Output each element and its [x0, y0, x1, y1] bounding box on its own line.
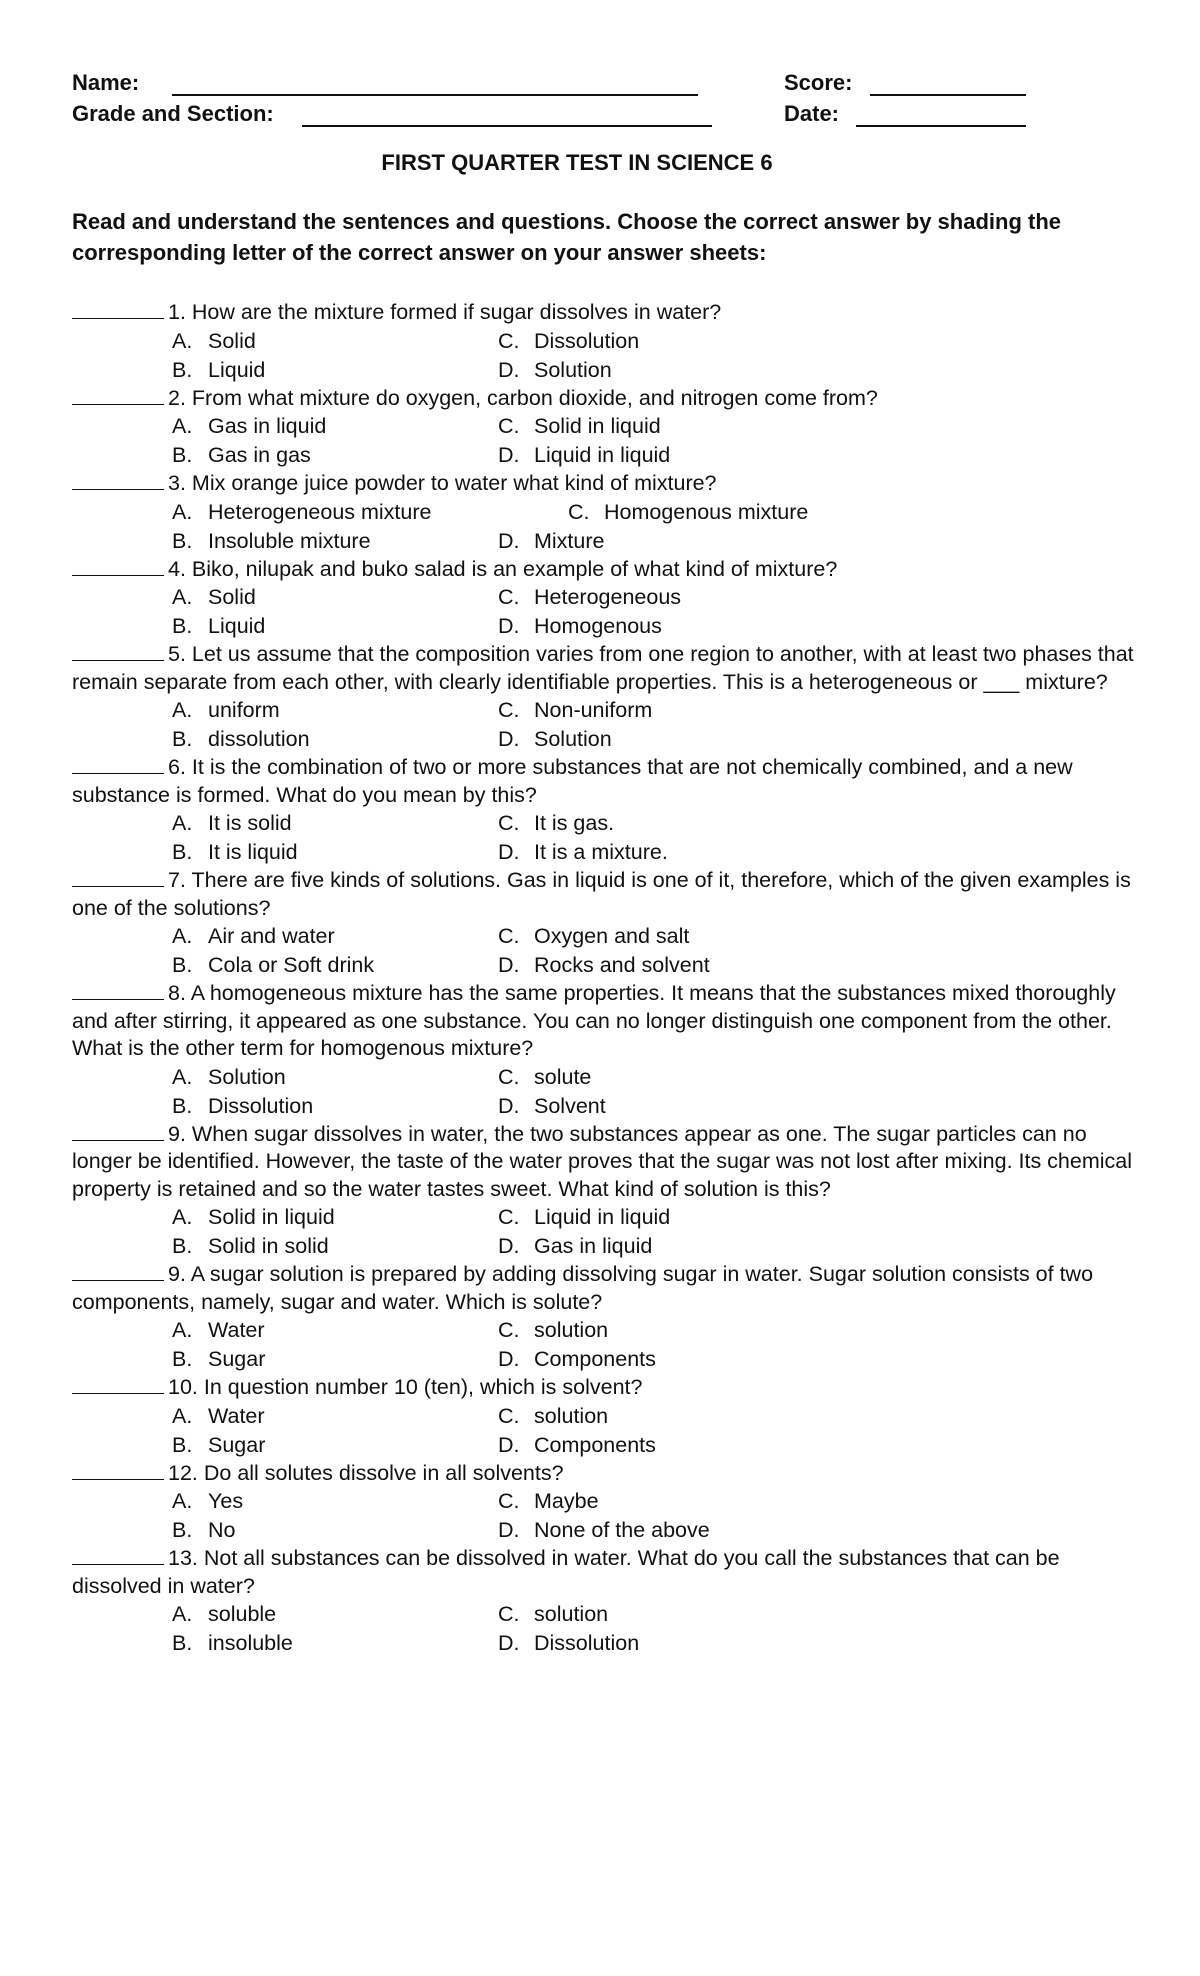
- question-label: 1. How are the mixture formed if sugar dissolves in water?: [168, 300, 722, 324]
- option-text: Gas in liquid: [534, 1234, 653, 1258]
- question-item: [72, 385, 1132, 471]
- option-text: Liquid: [208, 614, 266, 638]
- option-letter: D.: [498, 1347, 520, 1371]
- option-grid: [72, 1402, 1132, 1460]
- option-grid: [72, 1063, 1132, 1121]
- answer-blank[interactable]: [72, 868, 164, 887]
- question-item: [72, 556, 1132, 642]
- answer-option[interactable]: [498, 441, 670, 470]
- option-text: soluble: [208, 1602, 277, 1626]
- option-letter: B.: [172, 1631, 193, 1655]
- option-letter: D.: [498, 357, 520, 382]
- question-item: [72, 299, 1132, 385]
- option-letter: A.: [172, 1205, 193, 1229]
- answer-option[interactable]: [498, 583, 681, 612]
- question-item: [72, 1460, 1132, 1546]
- option-text: Water: [208, 1403, 265, 1428]
- option-grid: [72, 1487, 1132, 1545]
- question-item: [72, 641, 1132, 754]
- option-text: Liquid: [208, 357, 266, 382]
- option-letter: C.: [568, 499, 590, 524]
- option-letter: C.: [498, 414, 520, 438]
- option-text: It is a mixture.: [534, 840, 668, 864]
- question-label: 9. A sugar solution is prepared by adding dissolving sugar in water. Sugar solution consists of two components, namely, sugar and water. Which is solute?: [72, 1262, 1094, 1314]
- option-text: Solid in liquid: [208, 1205, 335, 1229]
- option-text: uniform: [208, 698, 280, 722]
- option-letter: A.: [172, 414, 193, 438]
- option-letter: B.: [172, 1432, 193, 1457]
- option-letter: D.: [498, 1432, 520, 1457]
- question-label: 9. When sugar dissolves in water, the two substances appear as one. The sugar particles can no longer be identified. However, the taste of the water proves that the sugar was not lost after mixing. Its chemical property is retained and so the water tastes sweet. What kind of solution is this?: [72, 1121, 1133, 1201]
- option-letter: D.: [498, 443, 520, 467]
- question-label: 8. A homogeneous mixture has the same properties. It means that the substances mixed thoroughly and after stirring, it appeared as one substance. You can no longer distinguish one component from the other. What is the other term for homogenous mixture?: [72, 981, 1116, 1060]
- option-text: solute: [534, 1064, 592, 1089]
- option-text: Solution: [534, 357, 612, 382]
- question-text: [72, 1121, 1147, 1204]
- option-grid: [72, 809, 1132, 867]
- option-letter: D.: [498, 528, 520, 553]
- question-text: [72, 641, 1147, 696]
- score-field[interactable]: [870, 72, 1026, 96]
- grade-section-label: Grade and Section:: [72, 101, 274, 126]
- answer-option[interactable]: [498, 951, 710, 980]
- answer-option[interactable]: [498, 1402, 608, 1431]
- answer-option[interactable]: [498, 527, 604, 556]
- question-item: [72, 1261, 1132, 1374]
- header-row-1: [72, 70, 1132, 101]
- name-field[interactable]: [172, 72, 698, 96]
- option-text: Components: [534, 1347, 656, 1371]
- option-letter: A.: [172, 328, 193, 353]
- question-text: [72, 470, 1147, 498]
- answer-blank[interactable]: [72, 386, 164, 405]
- question-text: [72, 385, 1147, 413]
- question-text: [72, 754, 1147, 809]
- option-letter: D.: [498, 1518, 520, 1542]
- option-grid: [72, 1600, 1132, 1658]
- answer-option[interactable]: [172, 356, 265, 385]
- option-text: None of the above: [534, 1518, 710, 1542]
- option-letter: C.: [498, 924, 520, 948]
- question-item: [72, 867, 1132, 980]
- option-grid: [72, 922, 1132, 980]
- answer-option[interactable]: [498, 1316, 608, 1345]
- option-grid: [72, 327, 1132, 385]
- question-item: [72, 1545, 1132, 1658]
- question-label: 13. Not all substances can be dissolved in water. What do you call the substances that can be dissolved in water?: [72, 1546, 1060, 1598]
- answer-option[interactable]: [498, 809, 614, 838]
- option-letter: C.: [498, 1602, 520, 1626]
- answer-option[interactable]: [172, 441, 311, 470]
- option-text: Water: [208, 1318, 265, 1342]
- answer-option[interactable]: [498, 922, 689, 951]
- option-text: Cola or Soft drink: [208, 953, 375, 977]
- answer-blank[interactable]: [72, 1461, 164, 1480]
- option-text: Insoluble mixture: [208, 528, 371, 553]
- answer-blank[interactable]: [72, 1122, 164, 1141]
- question-text: [72, 1374, 1147, 1402]
- date-label: Date:: [784, 101, 840, 126]
- option-letter: A.: [172, 1064, 193, 1089]
- option-text: Gas in liquid: [208, 414, 327, 438]
- option-grid: [72, 583, 1132, 641]
- option-letter: B.: [172, 1093, 193, 1118]
- option-letter: B.: [172, 953, 193, 977]
- option-letter: B.: [172, 614, 193, 638]
- option-letter: C.: [498, 585, 520, 609]
- answer-option[interactable]: [498, 1345, 656, 1374]
- option-text: solution: [534, 1318, 609, 1342]
- option-letter: D.: [498, 953, 520, 977]
- option-letter: B.: [172, 528, 193, 553]
- question-item: [72, 980, 1132, 1121]
- question-label: 6. It is the combination of two or more substances that are not chemically combined, and a new substance is formed. What do you mean by this?: [72, 755, 1073, 807]
- option-text: Dissolution: [534, 328, 640, 353]
- answer-option[interactable]: [172, 327, 256, 356]
- option-text: Gas in gas: [208, 443, 311, 467]
- question-list: [72, 299, 1132, 1658]
- answer-option[interactable]: [172, 498, 431, 527]
- answer-option[interactable]: [172, 1516, 235, 1545]
- option-text: Air and water: [208, 924, 335, 948]
- option-letter: A.: [172, 585, 193, 609]
- answer-option[interactable]: [498, 1063, 591, 1092]
- answer-option[interactable]: [172, 1629, 293, 1658]
- answer-option[interactable]: [498, 327, 639, 356]
- question-text: [72, 867, 1147, 922]
- option-letter: A.: [172, 499, 193, 524]
- instructions: Read and understand the sentences and questions. Choose the correct answer by shading the corresponding letter of the correct answer on your answer sheets:: [72, 209, 1061, 265]
- answer-option[interactable]: [172, 1232, 329, 1261]
- answer-option[interactable]: [172, 583, 256, 612]
- option-grid: [72, 696, 1132, 754]
- option-text: Dissolution: [534, 1631, 640, 1655]
- answer-option[interactable]: [172, 725, 310, 754]
- option-grid: [72, 1203, 1132, 1261]
- page-title: FIRST QUARTER TEST IN SCIENCE 6: [381, 150, 773, 175]
- option-letter: D.: [498, 1093, 520, 1118]
- question-item: [72, 1374, 1132, 1460]
- test-page: [72, 70, 1132, 1658]
- option-text: It is gas.: [534, 811, 615, 835]
- option-text: It is solid: [208, 811, 292, 835]
- option-text: dissolution: [208, 727, 310, 751]
- option-text: Solid in solid: [208, 1234, 329, 1258]
- option-letter: A.: [172, 1489, 193, 1513]
- option-text: Solid in liquid: [534, 414, 661, 438]
- answer-option[interactable]: [172, 696, 280, 725]
- answer-option[interactable]: [172, 1402, 265, 1431]
- answer-blank[interactable]: [72, 642, 164, 661]
- option-text: Rocks and solvent: [534, 953, 710, 977]
- name-label: Name:: [72, 70, 140, 95]
- question-text: [72, 556, 1147, 584]
- question-text: [72, 980, 1147, 1063]
- option-letter: C.: [498, 811, 520, 835]
- option-text: Liquid in liquid: [534, 443, 671, 467]
- option-letter: A.: [172, 1403, 193, 1428]
- answer-option[interactable]: [172, 1345, 265, 1374]
- option-text: Components: [534, 1432, 656, 1457]
- option-letter: A.: [172, 1318, 193, 1342]
- answer-option[interactable]: [172, 1203, 335, 1232]
- option-text: Solution: [208, 1064, 286, 1089]
- option-letter: D.: [498, 1631, 520, 1655]
- question-text: [72, 299, 1147, 327]
- answer-option[interactable]: [498, 1516, 710, 1545]
- question-label: 10. In question number 10 (ten), which is solvent?: [168, 1375, 643, 1399]
- option-text: Oxygen and salt: [534, 924, 690, 948]
- answer-option[interactable]: [568, 498, 808, 527]
- question-item: [72, 470, 1132, 556]
- option-letter: B.: [172, 443, 193, 467]
- option-text: Liquid in liquid: [534, 1205, 671, 1229]
- answer-blank[interactable]: [72, 471, 164, 490]
- answer-option[interactable]: [172, 527, 371, 556]
- answer-option[interactable]: [172, 412, 326, 441]
- option-letter: C.: [498, 1489, 520, 1513]
- option-grid: [72, 1316, 1132, 1374]
- option-letter: C.: [498, 1318, 520, 1342]
- answer-option[interactable]: [498, 1431, 656, 1460]
- option-letter: C.: [498, 328, 520, 353]
- answer-option[interactable]: [498, 838, 668, 867]
- option-letter: D.: [498, 727, 520, 751]
- grade-section-field[interactable]: [302, 103, 712, 127]
- question-item: [72, 1121, 1132, 1262]
- option-text: Homogenous: [534, 614, 662, 638]
- option-letter: D.: [498, 1234, 520, 1258]
- option-text: Heterogeneous mixture: [208, 499, 432, 524]
- option-text: Sugar: [208, 1347, 266, 1371]
- option-letter: D.: [498, 614, 520, 638]
- answer-option[interactable]: [498, 1629, 639, 1658]
- option-letter: D.: [498, 840, 520, 864]
- answer-option[interactable]: [498, 725, 612, 754]
- score-label: Score:: [784, 70, 853, 95]
- date-field[interactable]: [856, 103, 1026, 127]
- answer-option[interactable]: [172, 612, 265, 641]
- answer-option[interactable]: [172, 1063, 286, 1092]
- question-text: [72, 1545, 1147, 1600]
- answer-option[interactable]: [172, 1600, 276, 1629]
- option-text: Mixture: [534, 528, 605, 553]
- question-item: [72, 754, 1132, 867]
- option-text: Solid: [208, 328, 256, 353]
- option-letter: A.: [172, 698, 193, 722]
- question-label: 2. From what mixture do oxygen, carbon dioxide, and nitrogen come from?: [168, 385, 878, 410]
- option-grid: [72, 498, 1132, 556]
- option-text: Maybe: [534, 1489, 599, 1513]
- option-letter: B.: [172, 727, 193, 751]
- option-letter: C.: [498, 1403, 520, 1428]
- answer-option[interactable]: [498, 412, 661, 441]
- option-text: Non-uniform: [534, 698, 653, 722]
- question-label: 3. Mix orange juice powder to water what kind of mixture?: [168, 471, 717, 495]
- option-text: solution: [534, 1602, 609, 1626]
- option-text: It is liquid: [208, 840, 298, 864]
- option-text: Homogenous mixture: [604, 499, 809, 524]
- answer-option[interactable]: [172, 838, 298, 867]
- option-text: insoluble: [208, 1631, 293, 1655]
- option-letter: B.: [172, 1518, 193, 1542]
- answer-option[interactable]: [172, 951, 374, 980]
- option-letter: C.: [498, 1064, 520, 1089]
- option-letter: A.: [172, 1602, 193, 1626]
- answer-option[interactable]: [498, 1232, 652, 1261]
- option-text: Dissolution: [208, 1093, 314, 1118]
- option-letter: A.: [172, 924, 193, 948]
- answer-option[interactable]: [498, 356, 612, 385]
- answer-option[interactable]: [498, 1092, 606, 1121]
- option-text: Solvent: [534, 1093, 606, 1118]
- answer-option[interactable]: [498, 1600, 608, 1629]
- answer-blank[interactable]: [72, 557, 164, 576]
- question-label: 5. Let us assume that the composition varies from one region to another, with at least two phases that remain separate from each other, with clearly identifiable properties. This is a heterogeneous or ___ mixture?: [72, 642, 1134, 694]
- question-text: [72, 1261, 1147, 1316]
- answer-option[interactable]: [172, 1431, 265, 1460]
- answer-option[interactable]: [172, 922, 335, 951]
- option-letter: B.: [172, 1347, 193, 1371]
- answer-blank[interactable]: [72, 981, 164, 1000]
- answer-option[interactable]: [498, 1487, 599, 1516]
- question-label: 7. There are five kinds of solutions. Gas in liquid is one of it, therefore, which of the given examples is one of the solutions?: [72, 868, 1131, 920]
- question-label: 12. Do all solutes dissolve in all solvents?: [168, 1460, 564, 1485]
- answer-option[interactable]: [498, 1203, 670, 1232]
- option-text: Solid: [208, 585, 256, 609]
- option-letter: B.: [172, 840, 193, 864]
- answer-option[interactable]: [498, 696, 652, 725]
- header-row-2: [72, 101, 1132, 132]
- option-letter: B.: [172, 1234, 193, 1258]
- question-text: [72, 1460, 1147, 1488]
- option-text: solution: [534, 1403, 609, 1428]
- option-letter: C.: [498, 698, 520, 722]
- option-letter: C.: [498, 1205, 520, 1229]
- option-letter: A.: [172, 811, 193, 835]
- option-text: Yes: [208, 1489, 244, 1513]
- answer-blank[interactable]: [72, 1546, 164, 1565]
- answer-blank[interactable]: [72, 300, 164, 319]
- answer-option[interactable]: [172, 1487, 243, 1516]
- option-text: Sugar: [208, 1432, 266, 1457]
- answer-blank[interactable]: [72, 1375, 164, 1394]
- answer-option[interactable]: [172, 1092, 313, 1121]
- answer-blank[interactable]: [72, 755, 164, 774]
- option-letter: B.: [172, 357, 193, 382]
- option-text: Heterogeneous: [534, 585, 682, 609]
- question-label: 4. Biko, nilupak and buko salad is an example of what kind of mixture?: [168, 556, 838, 581]
- answer-option[interactable]: [172, 809, 292, 838]
- answer-option[interactable]: [498, 612, 662, 641]
- option-text: Solution: [534, 727, 612, 751]
- option-grid: [72, 412, 1132, 470]
- answer-option[interactable]: [172, 1316, 265, 1345]
- answer-blank[interactable]: [72, 1262, 164, 1281]
- option-text: No: [208, 1518, 236, 1542]
